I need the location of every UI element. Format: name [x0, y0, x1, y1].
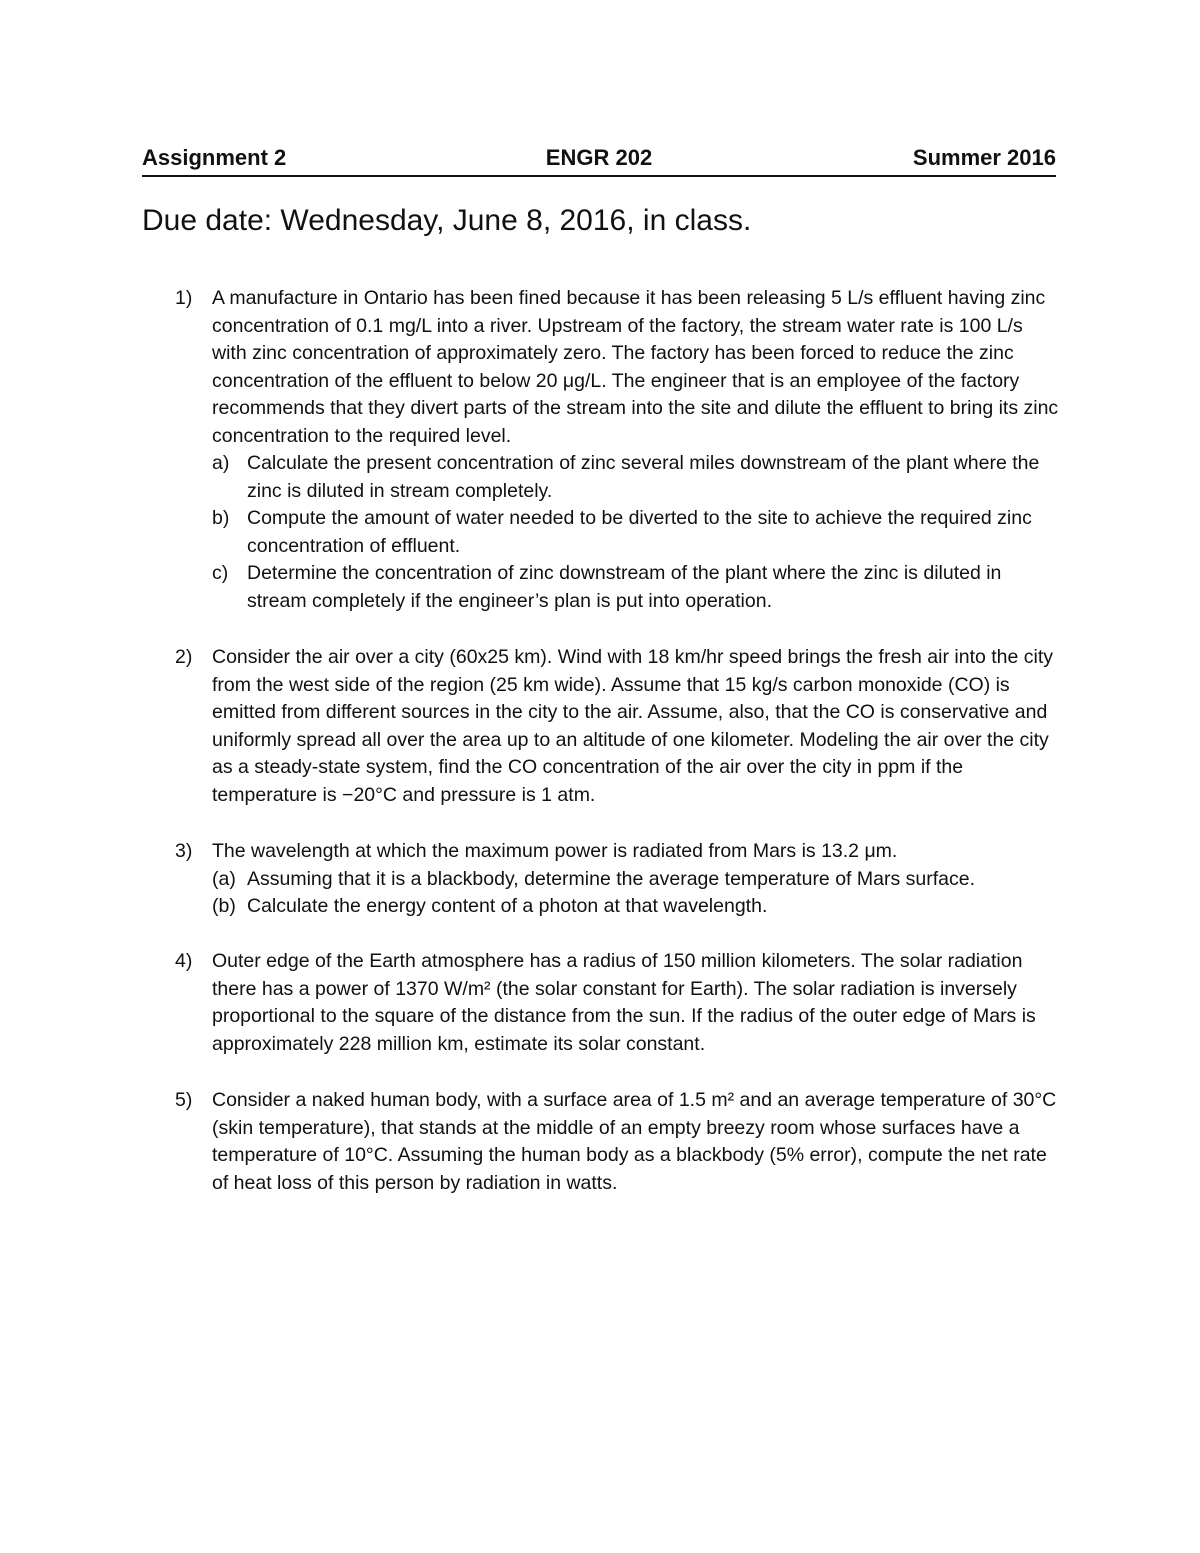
- subquestion-text: Assuming that it is a blackbody, determine the average temperature of Mars surface.: [247, 867, 975, 890]
- question-number: 3): [175, 840, 193, 862]
- question-1: [142, 285, 1062, 615]
- assignment-label: Assignment 2: [142, 145, 287, 170]
- subquestion-text: Calculate the energy content of a photon at that wavelength.: [247, 895, 768, 917]
- question-text: Consider the air over a city (60x25 km). Wind with 18 km/hr speed brings the fresh air into the city from the west side of the region (25 km wide). Assume that 15 kg/s carbon monoxide (CO) is emitted from different sources in the city to the air. Assume, also, that the CO is conservative and uniformly spread all over the area up to an altitude of one kilometer. Modeling the air over the city as a steady-state system, find the CO concentration of the air over the city in ppm if the temperature is −20°C and pressure is 1 atm.: [212, 646, 1054, 806]
- question-5: [142, 1087, 1062, 1197]
- subquestion-list: [212, 866, 1062, 921]
- question-2: [142, 644, 1062, 809]
- question-number: 2): [175, 646, 193, 668]
- question-text: Outer edge of the Earth atmosphere has a radius of 150 million kilometers. The solar radiation there has a power of 1370 W/m² (the solar constant for Earth). The solar radiation is inversely proportional to the square of the distance from the sun. If the radius of the outer edge of Mars is approximately 228 million km, estimate its solar constant.: [212, 950, 1036, 1055]
- question-number: 1): [175, 287, 193, 309]
- subquestion: [212, 893, 1062, 921]
- due-date: Due date: Wednesday, June 8, 2016, in class.: [142, 204, 752, 237]
- question-number: 4): [175, 950, 193, 972]
- subquestion-label: c): [212, 562, 229, 584]
- subquestion-label: (b): [212, 895, 236, 917]
- question-text: The wavelength at which the maximum power is radiated from Mars is 13.2 μm.: [212, 840, 898, 862]
- term-label: Summer 2016: [912, 145, 1056, 170]
- subquestion-text: Compute the amount of water needed to be diverted to the site to achieve the required zinc concentration of effluent.: [247, 507, 1032, 557]
- subquestion: [212, 866, 1062, 894]
- subquestion-text: Calculate the present concentration of zinc several miles downstream of the plant where the zinc is diluted in stream completely.: [247, 452, 1040, 502]
- question-3: [142, 838, 1062, 921]
- subquestion: [212, 560, 1062, 615]
- header-bar: [142, 145, 1056, 177]
- subquestion-label: b): [212, 507, 230, 529]
- course-code: ENGR 202: [545, 145, 653, 170]
- subquestion-label: a): [212, 452, 230, 474]
- subquestion-list: [212, 450, 1062, 615]
- question-text: Consider a naked human body, with a surface area of 1.5 m² and an average temperature of 30°C (skin temperature), that stands at the middle of an empty breezy room whose surfaces have a temperature of 10°C. Assuming the human body as a blackbody (5% error), compute the net rate of heat loss of this person by radiation in watts.: [212, 1089, 1057, 1194]
- subquestion-text: Determine the concentration of zinc downstream of the plant where the zinc is diluted in stream completely if the engineer’s plan is put into operation.: [247, 562, 1002, 612]
- subquestion-label: (a): [212, 867, 236, 890]
- question-4: [142, 948, 1062, 1058]
- question-number: 5): [175, 1089, 193, 1111]
- subquestion: [212, 450, 1062, 505]
- subquestion: [212, 505, 1062, 560]
- question-text: A manufacture in Ontario has been fined because it has been releasing 5 L/s effluent having zinc concentration of 0.1 mg/L into a river. Upstream of the factory, the stream water rate is 100 L/s with zinc concentration of approximately zero. The factory has been forced to reduce the zinc concentration of the effluent to below 20 μg/L. The engineer that is an employee of the factory recommends that they divert parts of the stream into the site and dilute the effluent to bring its zinc concentration to the required level.: [212, 287, 1059, 447]
